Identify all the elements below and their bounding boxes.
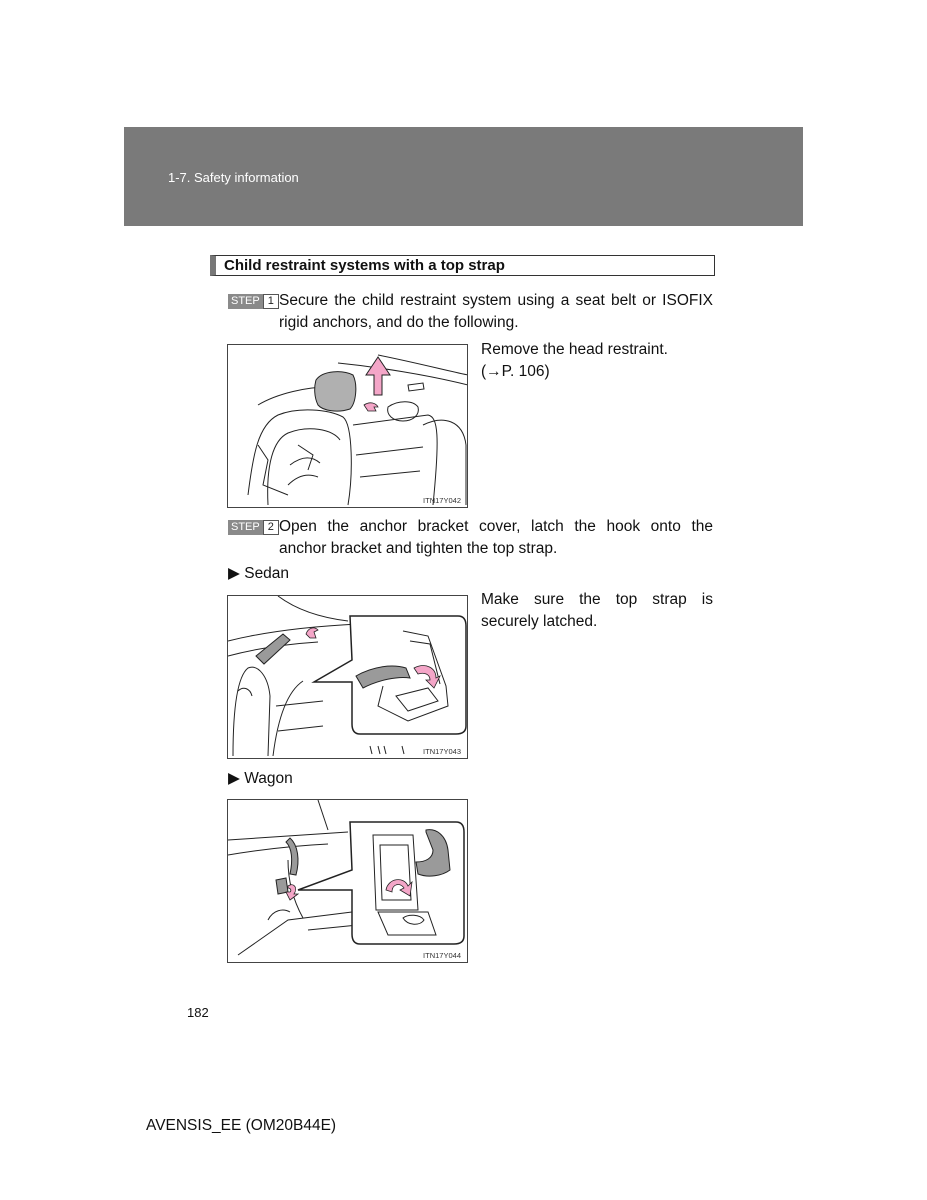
step-1-badge (228, 294, 279, 309)
head-restraint-illustration (228, 345, 468, 508)
figure-code: ITN17Y042 (423, 496, 461, 505)
bullet-wagon: ▶ Wagon (228, 770, 293, 787)
step-1-line-1: Secure the child restraint system using a seat belt or ISOFIX (279, 292, 713, 309)
figure-code: ITN17Y043 (423, 747, 461, 756)
figure-sedan-anchor (227, 595, 468, 759)
figure-2-caption (481, 589, 713, 633)
page-number: 182 (187, 1005, 209, 1020)
document-id: AVENSIS_EE (OM20B44E) (146, 1117, 337, 1134)
section-heading (210, 255, 715, 276)
sedan-anchor-illustration (228, 596, 468, 759)
header-band (124, 127, 803, 226)
caption-line-2: securely latched. (481, 613, 598, 630)
step-label: STEP (228, 294, 263, 309)
figure-1-caption (481, 339, 713, 383)
bullet-sedan: ▶ Sedan (228, 565, 290, 582)
caption-line-1: Remove the head restraint. (481, 341, 668, 358)
step-number: 1 (263, 294, 279, 309)
step-number: 2 (263, 520, 279, 535)
step-2-text (279, 516, 713, 560)
figure-code: ITN17Y044 (423, 951, 461, 960)
section-title: 1-7. Safety information (168, 170, 299, 185)
step-label: STEP (228, 520, 263, 535)
caption-line-2: (→P. 106) (481, 363, 550, 380)
step-1-line-2: rigid anchors, and do the following. (279, 314, 519, 331)
section-heading-text: Child restraint systems with a top strap (224, 257, 505, 274)
step-2-line-2: anchor bracket and tighten the top strap. (279, 540, 558, 557)
step-2-line-1: Open the anchor bracket cover, latch the hook onto the (279, 518, 713, 535)
caption-line-1: Make sure the top strap is (481, 591, 713, 608)
figure-head-restraint (227, 344, 468, 508)
step-2-badge (228, 520, 279, 535)
wagon-anchor-illustration (228, 800, 468, 963)
step-1-text (279, 290, 713, 334)
figure-wagon-anchor (227, 799, 468, 963)
